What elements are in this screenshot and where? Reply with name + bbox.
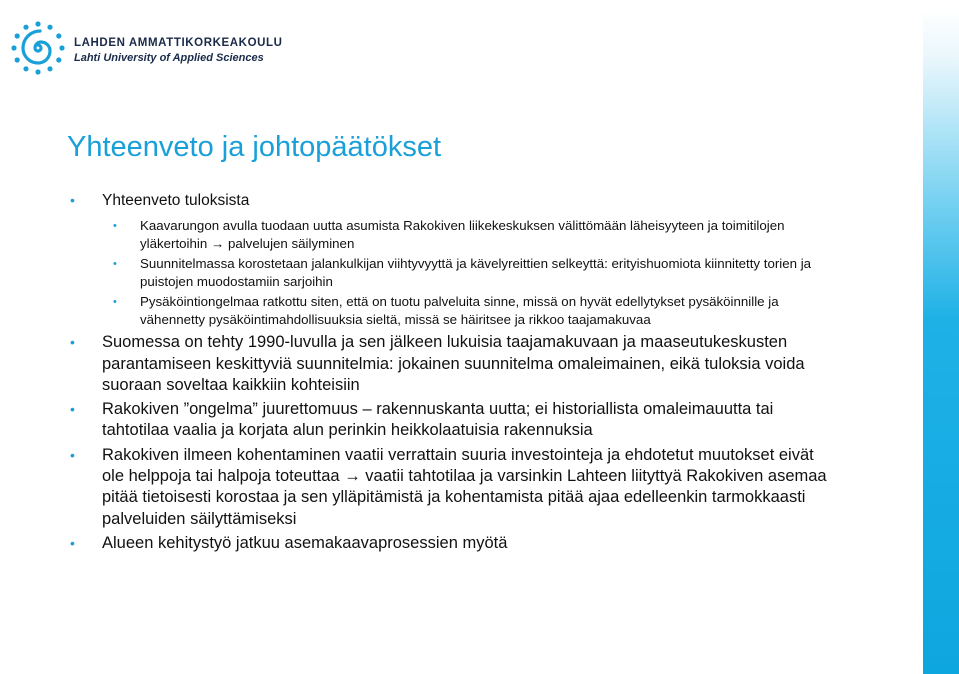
list-item [70,399,830,442]
bullet-icon: • [113,296,117,309]
list-item-text: Yhteenveto tuloksista [102,192,250,209]
list-item [70,190,830,211]
list-item-text: Rakokiven ”ongelma” juurettomuus – rakennuskanta uutta; ei historiallista omaleimauutta tai tahtotilaa vaalia ja korjata alun perinkin heikkolaatuisia rakennuksia [102,400,774,440]
sub-list-item-text: Suunnitelmassa korostetaan jalankulkijan viihtyvyyttä ja kävelyreittien selkeyttä: erityishuomiota kiinnitetty torien ja puistojen muodostamiin sarjoihin [140,256,812,290]
bullet-icon: • [113,220,117,233]
bullet-list [70,190,830,557]
university-subtitle: Lahti University of Applied Sciences [74,52,264,64]
list-item [70,533,830,554]
spiral-sun-logo-icon [10,20,66,76]
decorative-side-bar [923,0,959,674]
sub-list-item-text: Pysäköintiongelmaa ratkottu siten, että on tuotu palveluita sinne, missä on hyvät edellytykset pysäköinnille ja vähennetty pysäköintimahdollisuuksia sieltä, missä se häiritsee ja rikkoo taajamakuvaa [140,294,779,328]
list-item-text: Suomessa on tehty 1990-luvulla ja sen jälkeen lukuisia taajamakuvaan ja maaseutukeskusten parantamiseen keskittyviä suunnitelmia: jokainen suunnitelma omaleimainen, eikä tuloksia voida suoraan soveltaa kaikkiin kohteisiin [102,333,805,394]
university-logo [10,20,283,76]
university-name: LAHDEN AMMATTIKORKEAKOULU [74,37,283,49]
sub-list-item [70,255,830,291]
list-item [70,332,830,396]
sub-list-item-text: Kaavarungon avulla tuodaan uutta asumista Rakokiven liikekeskuksen välittömään läheisyyteen ja toimitilojen yläkertoihin → palvelujen säilyminen [140,218,785,252]
bullet-icon: • [70,446,75,463]
list-item-text: Alueen kehitystyö jatkuu asemakaavaprosessien myötä [102,533,508,552]
bullet-icon: • [70,334,75,351]
bullet-icon: • [70,192,75,208]
sub-list-item [70,217,830,253]
bullet-icon: • [70,534,75,551]
bullet-icon: • [113,258,117,271]
list-item [70,445,830,530]
bullet-icon: • [70,401,75,418]
list-item-text: Rakokiven ilmeen kohentaminen vaatii verrattain suuria investointeja ja ehdotetut muutokset eivät ole helppoja tai halpoja toteuttaa → vaatii tahtotilaa ja varsinkin Lahteen liityttyä Rakokiven asemaa pitää tietoisesti korostaa ja sen ylläpitämistä ja kohentamista pitää ajaa edelleenkin tarmokkaasti palveluiden säilyttämiseksi [102,445,827,528]
sub-list-item [70,293,830,329]
page-title: Yhteenveto ja johtopäätökset [67,131,442,163]
